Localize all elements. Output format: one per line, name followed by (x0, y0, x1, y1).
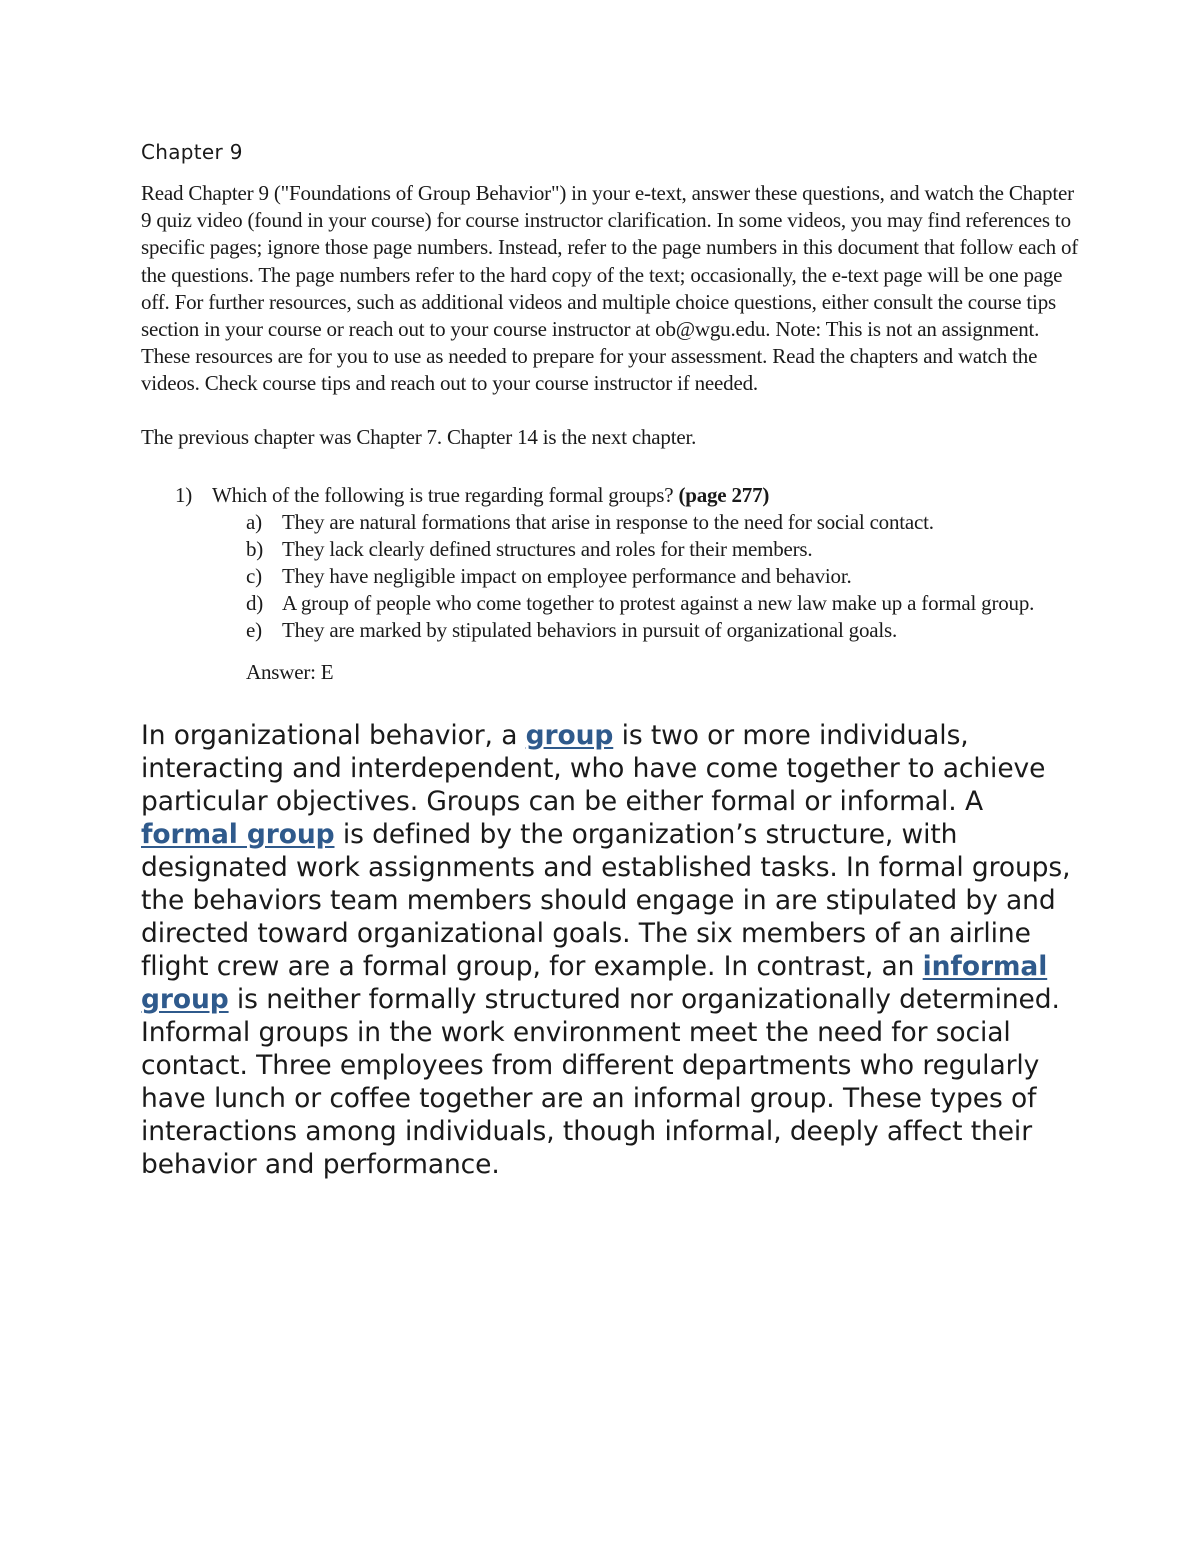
prev-next-chapter-note: The previous chapter was Chapter 7. Chapter 14 is the next chapter. (141, 424, 697, 449)
option-letter: c) (246, 563, 262, 588)
option-letter: b) (246, 536, 264, 561)
chapter-title: Chapter 9 (141, 140, 243, 164)
question-text: Which of the following is true regarding formal groups? (212, 482, 674, 507)
explanation-paragraph (141, 719, 1081, 1181)
answer-line: Answer: E (246, 659, 334, 684)
explanation-text: is neither formally structured nor organizationally determined. Informal groups in the work environment meet the need for social contact. Three employees from different departments who regularly have lunch or coffee together are an informal group. These types of interactions among individuals, though informal, deeply affect their behavior and performance. (141, 983, 1060, 1180)
option-text: They have negligible impact on employee performance and behavior. (282, 563, 852, 588)
question-1 (141, 482, 1086, 686)
option-text: They are marked by stipulated behaviors in pursuit of organizational goals. (282, 617, 898, 642)
explanation-text: is defined by the organization’s structure, with designated work assignments and established tasks. In formal groups, the behaviors team members should engage in are stipulated by and directed toward organizational goals. The six members of an airline flight crew are a formal group, for example. In contrast, an (141, 818, 1071, 982)
question-page-ref: (page 277) (678, 482, 770, 507)
option-text: They are natural formations that arise in response to the need for social contact. (282, 509, 934, 534)
intro-paragraph: Read Chapter 9 ("Foundations of Group Behavior") in your e-text, answer these questions, and watch the Chapter 9 quiz video (found in your course) for course instructor clarification. In some videos, you may find references to specific pages; ignore those page numbers. Instead, refer to the page numbers in this document that follow each of the questions. The page numbers refer to the hard copy of the text; occasionally, the e-text page will be one page off. For further resources, such as additional videos and multiple choice questions, either consult the course tips section in your course or reach out to your course instructor at ob@wgu.edu. Note: This is not an assignment. These resources are for you to use as needed to prepare for your assessment. Read the chapters and watch the videos. Check course tips and reach out to your course instructor if needed. (141, 181, 1079, 396)
option-b (246, 536, 1086, 563)
option-c (246, 563, 1086, 590)
option-d (246, 590, 1086, 617)
explanation-text: In organizational behavior, a (141, 719, 526, 751)
term-link-group[interactable]: group (525, 719, 614, 751)
option-letter: d) (246, 590, 264, 615)
option-a (246, 509, 1086, 536)
option-text: They lack clearly defined structures and roles for their members. (282, 536, 813, 561)
option-text: A group of people who come together to protest against a new law make up a formal group. (282, 590, 1035, 615)
term-link-informal-group[interactable]: informal group (141, 950, 1048, 1015)
question-stem (141, 482, 1086, 509)
answer-options (141, 509, 1086, 644)
option-e (246, 617, 1086, 644)
question-number: 1) (175, 482, 193, 507)
explanation-text: is two or more individuals, interacting and interdependent, who have come together to achieve particular objectives. Groups can be either formal or informal. A (141, 719, 1046, 817)
option-letter: a) (246, 509, 262, 534)
document-page (141, 140, 1086, 1181)
term-link-formal-group[interactable]: formal group (141, 818, 335, 850)
option-letter: e) (246, 617, 262, 642)
